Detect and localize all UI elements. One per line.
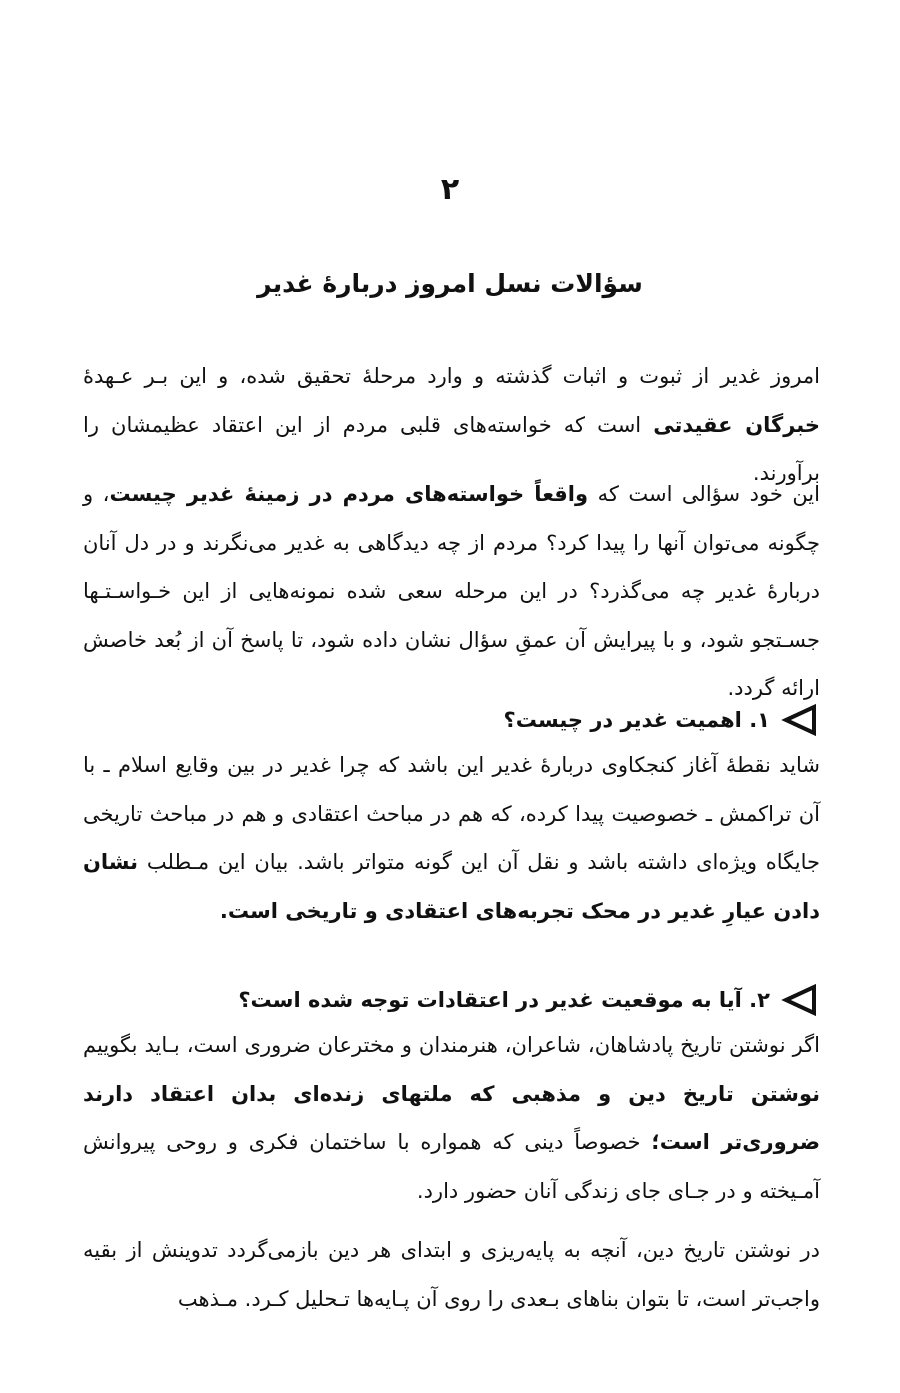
closing-paragraph: در نوشتن تاریخ دین، آنچه به پایه‌ریزی و ابتدای هر دین بازمی‌گردد تدوینش از بقیه واجب‌تر است، تا بتوان بناهای بـعدی را روی آن پـایه‌ها تـحلیل کـرد. مـذهب xyxy=(83,1238,820,1311)
section-heading-1-text: ۱. اهمیت غدیر در چیست؟ xyxy=(503,708,770,732)
section-heading-2-text: ۲. آیا به موقعیت غدیر در اعتقادات توجه شده است؟ xyxy=(238,988,770,1012)
section-2-text-1: اگر نوشتن تاریخ پادشاهان، شاعران، هنرمندان و مخترعان ضروری است، بـاید بگوییم xyxy=(83,1033,820,1057)
question-text-1: این خود سؤالی است که xyxy=(588,482,820,506)
section-2-text-2: خصوصاً دینی که همواره با ساختمان فکری و روحی پیروانش آمـیخته و در جـای جای زندگی آنان حضور دارد. xyxy=(83,1130,820,1203)
section-2-paragraph xyxy=(83,1021,820,1215)
section-heading-1 xyxy=(83,696,820,744)
section-1-paragraph xyxy=(83,741,820,935)
intro-text-2: است که خواسته‌های قلبی مردم از این اعتقاد عظیمشان را برآورند. xyxy=(83,412,820,485)
chapter-number: ۲ xyxy=(440,172,460,207)
section-1-text: شاید نقطۀ آغاز کنجکاوی دربارۀ غدیر این باشد که چرا غدیر در بین وقایع اسلام ـ با آن تراکمش ـ خصوصیت پیدا کرده، که هم در مباحث اعتقادی و هم در مباحث تاریخی جایگاه ویژه‌ای داشته باشد و نقل آن این گونه متواتر باشد. بیان این مـطلب xyxy=(83,753,820,874)
triangle-outline-icon xyxy=(780,982,820,1018)
section-heading-2 xyxy=(83,976,820,1024)
chapter-title: سؤالات نسل امروز دربارۀ غدیر xyxy=(257,269,643,298)
section-1-bold-text: نشان دادن عیارِ غدیر در محک تجربه‌های اعتقادی و تاریخی است. xyxy=(83,850,820,923)
question-bold-text: واقعاً خواسته‌های مردم در زمینۀ غدیر چیست xyxy=(109,482,589,506)
intro-text-1: امروز غدیر از ثبوت و اثبات گذشته و وارد مرحلۀ تحقیق شده، و این بـر عـهدۀ xyxy=(83,364,820,388)
section-2-bold-text: نوشتن تاریخ دین و مذهبی که ملتهای زنده‌ای بدان اعتقاد دارند ضروری‌تر است؛ xyxy=(83,1081,820,1154)
intro-bold-text: خبرگان عقیدتی xyxy=(653,412,820,437)
question-text-2: ، و چگونه می‌توان آنها را پیدا کرد؟ مردم از چه دیدگاهی به غدیر می‌نگرند و در دل آنان دربارۀ غدیر چه می‌گذرد؟ در این مرحله سعی شده نمونه‌هایی از این خـواسـتـها جسـتجو شود، و با پیرایش آن عمقِ سؤال نشان داده شود، تا پاسخ آن از بُعد خاصش ارائه گردد. xyxy=(83,482,820,700)
question-paragraph xyxy=(83,470,820,713)
triangle-outline-icon xyxy=(780,702,820,738)
